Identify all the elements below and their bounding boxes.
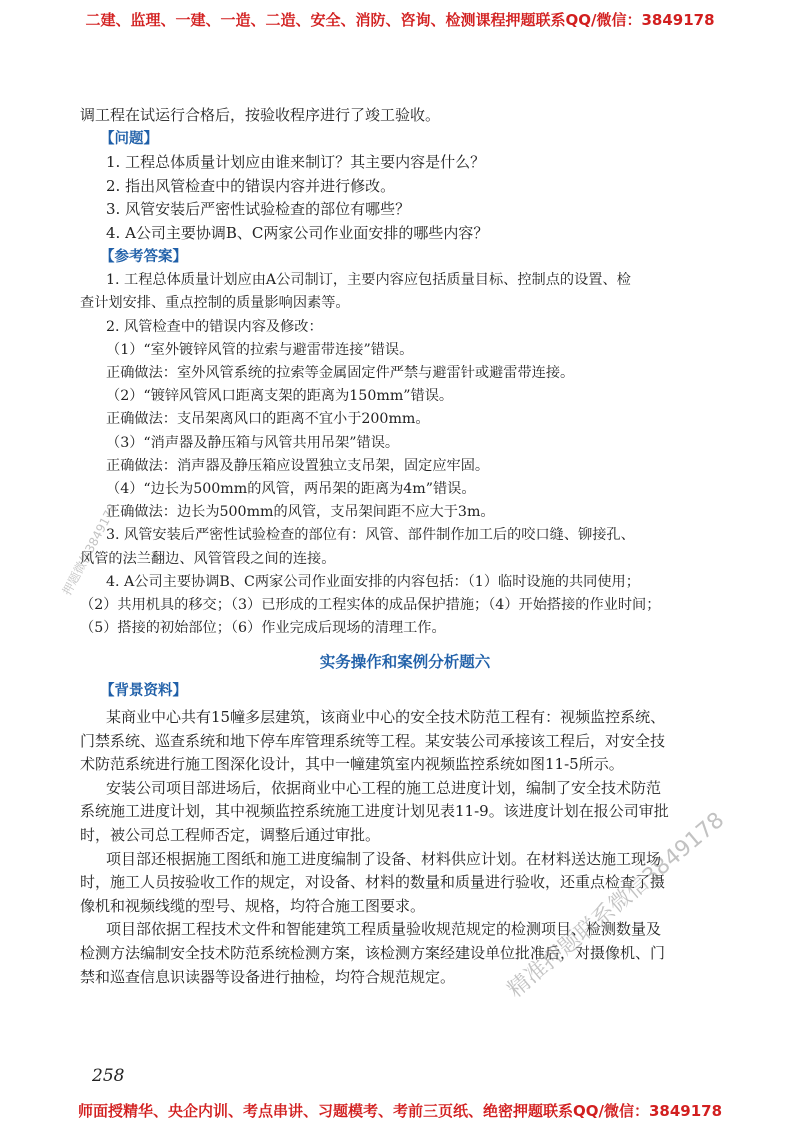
background-line: 某商业中心共有15幢多层建筑，该商业中心的安全技术防范工程有：视频监控系统、: [106, 708, 666, 726]
background-line: 检测方法编制安全技术防范系统检测方案，该检测方案经建设单位批准后，对摄像机、门: [80, 943, 666, 962]
background-block: [80, 706, 730, 989]
background-line: 时，被公司总工程师否定，调整后通过审批。: [80, 825, 381, 844]
question-1: 1. 工程总体质量计划应由谁来制订？其主要内容是什么？: [106, 153, 486, 172]
answer-line: （4）“边长为500mm的风管，两吊架的距离为4m”错误。: [106, 480, 476, 497]
answer-line: 2. 风管检查中的错误内容及修改：: [106, 318, 323, 335]
background-line: 禁和巡查信息识读器等设备进行抽检，均符合规范规定。: [80, 967, 456, 986]
background-line: 像机和视频线缆的型号、规格，均符合施工图要求。: [80, 896, 426, 915]
answer-line: （5）搭接的初始部位；（6）作业完成后现场的清理工作。: [80, 620, 446, 637]
intro-line: 调工程在试运行合格后，按验收程序进行了竣工验收。: [80, 106, 441, 124]
question-2: 2. 指出风管检查中的错误内容并进行修改。: [106, 176, 396, 195]
answer-line: （2）共用机具的移交；（3）已形成的工程实体的成品保护措施；（4）开始搭接的作业时间；: [80, 597, 661, 613]
section-title: 实务操作和案例分析题六: [319, 653, 491, 672]
answer-line: 3. 风管安装后严密性试验检查的部位有：风管、部件制作加工后的咬口缝、铆接孔、: [106, 527, 635, 544]
background-line: 项目部依据工程技术文件和智能建筑工程质量验收规范规定的检测项目、检测数量及: [106, 920, 662, 939]
answer-line: 正确做法：支吊架离风口的距离不宜小于200mm。: [106, 411, 430, 428]
background-line: 项目部还根据施工图纸和施工进度编制了设备、材料供应计划。在材料送达施工现场: [106, 849, 662, 868]
answer-line: （2）“镀锌风管风口距离支架的距离为150mm”错误。: [106, 388, 454, 405]
background-line: 门禁系统、巡查系统和地下停车库管理系统等工程。某安装公司承接该工程后，对安全技: [80, 731, 666, 750]
answer-line: 1. 工程总体质量计划应由A公司制订，主要内容应包括质量目标、控制点的设置、检: [106, 272, 631, 289]
answer-line: 正确做法：边长为500mm的风管，支吊架间距不应大于3m。: [106, 504, 495, 521]
background-line: 安装公司项目部进场后，依据商业中心工程的施工总进度计划，编制了安全技术防范: [106, 778, 662, 797]
page-content: [80, 104, 730, 989]
page-number: 258: [92, 1066, 125, 1086]
top-banner: 二建、监理、一建、一造、二造、安全、消防、咨询、检测课程押题联系QQ/微信：3849178: [85, 11, 715, 29]
background-line: 时，施工人员按验收工作的规定，对设备、材料的数量和质量进行验收，还重点检查了摄: [80, 873, 666, 892]
watermark-left: 押题微信3849178: [59, 501, 120, 598]
answers-heading: 【参考答案】: [100, 248, 187, 265]
answer-line: 4. A公司主要协调B、C两家公司作业面安排的内容包括：（1）临时设施的共同使用；: [106, 573, 640, 590]
bottom-banner: 师面授精华、央企内训、考点串讲、习题模考、考前三页纸、绝密押题联系QQ/微信：3849178: [77, 1102, 723, 1120]
answer-line: （3）“消声器及静压箱与风管共用吊架”错误。: [106, 434, 400, 451]
question-3: 3. 风管安装后严密性试验检查的部位有哪些？: [106, 200, 411, 219]
background-heading: 【背景资料】: [100, 683, 187, 700]
answer-line: （1）“室外镀锌风管的拉索与避雷带连接”错误。: [106, 341, 414, 358]
background-line: 术防范系统进行施工图深化设计，其中一幢建筑室内视频监控系统如图11-5所示。: [80, 755, 624, 774]
questions-heading: 【问题】: [100, 130, 158, 147]
background-line: 系统施工进度计划，其中视频监控系统施工进度计划见表11-9。该进度计划在报公司审批: [80, 802, 669, 821]
answer-line: 风管的法兰翻边、风管管段之间的连接。: [80, 550, 336, 567]
watermark-right: 精准押题联系微信3849178: [503, 807, 730, 1003]
answer-line: 查计划安排、重点控制的质量影响因素等。: [80, 295, 350, 312]
answer-line: 正确做法：消声器及静压箱应设置独立支吊架，固定应牢固。: [106, 457, 490, 474]
answers-block: [80, 269, 730, 640]
question-4: 4. A公司主要协调B、C两家公司作业面安排的哪些内容？: [106, 223, 489, 242]
answer-line: 正确做法：室外风管系统的拉索等金属固定件严禁与避雷针或避雷带连接。: [106, 364, 575, 381]
